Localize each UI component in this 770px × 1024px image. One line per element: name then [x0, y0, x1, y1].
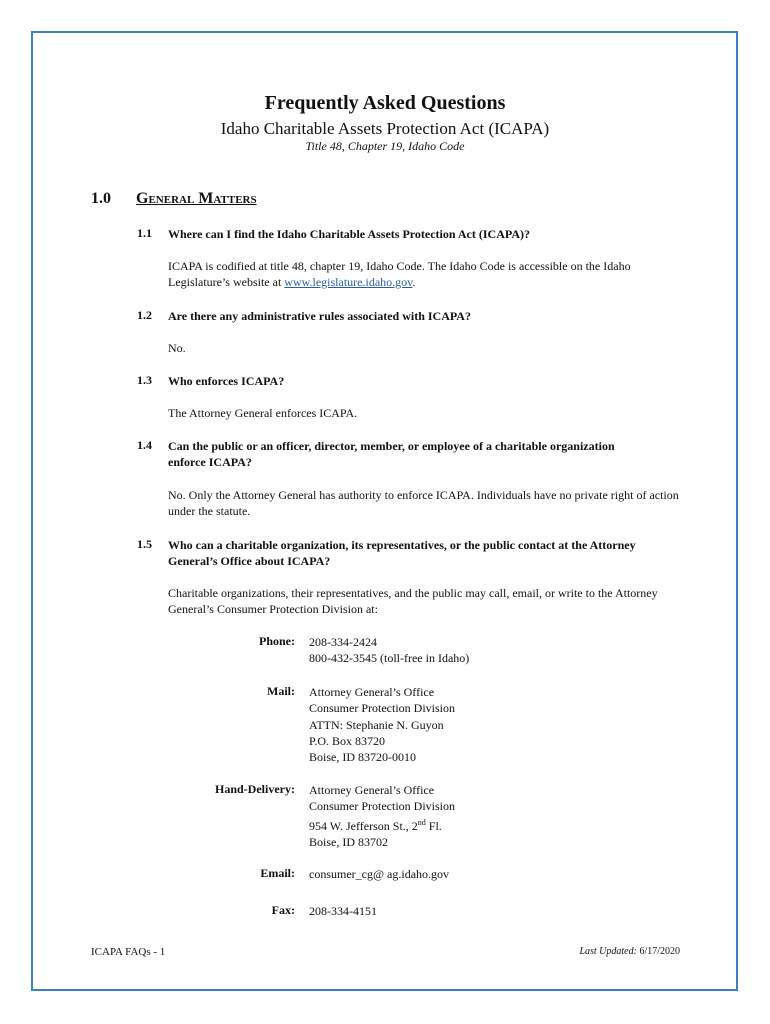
question-text: Where can I find the Idaho Charitable Assets Protection Act (ICAPA)? — [168, 227, 530, 241]
question-number: 1.1 — [137, 226, 152, 240]
question-text: Who can a charitable organization, its representatives, or the public contact at the Attorney General’s Office about ICAPA? — [168, 538, 636, 568]
answer-text-part: ICAPA is codified at title 48, chapter 19, Idaho Code. The Idaho Code is accessible on the Idaho Legislature’s website at — [168, 259, 631, 289]
mail-address — [309, 684, 455, 765]
question-text: Can the public or an officer, director, member, or employee of a charitable organization enforce ICAPA? — [168, 439, 615, 469]
legislature-link[interactable]: www.legislature.idaho.gov — [284, 275, 413, 289]
address-line: Boise, ID 83720-0010 — [309, 750, 416, 765]
answer-text-part: . — [412, 275, 416, 289]
answer-text: No. Only the Attorney General has authority to enforce ICAPA. Individuals have no private right of action under the statute. — [168, 488, 679, 518]
footer-page-label: ICAPA FAQs - 1 — [91, 946, 166, 958]
code-citation: Title 48, Chapter 19, Idaho Code — [305, 139, 465, 153]
phone-values — [309, 634, 469, 667]
question-number: 1.4 — [137, 438, 152, 452]
email-label: Email: — [260, 866, 295, 880]
address-line: Consumer Protection Division — [309, 701, 455, 716]
address-line: P.O. Box 83720 — [309, 733, 386, 748]
question-text: Who enforces ICAPA? — [168, 374, 285, 388]
address-line: ATTN: Stephanie N. Guyon — [309, 717, 444, 732]
fax-value: 208-334-4151 — [309, 904, 377, 918]
page-title: Frequently Asked Questions — [264, 92, 506, 114]
street-text: 954 W. Jefferson St., 2 — [309, 818, 418, 833]
fax-label: Fax: — [271, 903, 295, 917]
answer-text: Charitable organizations, their representatives, and the public may call, email, or write to the Attorney General’s Consumer Protection Division at: — [168, 586, 658, 616]
page-subtitle: Idaho Charitable Assets Protection Act (ICAPA) — [220, 119, 550, 138]
question-number: 1.3 — [137, 373, 152, 387]
hand-delivery-label: Hand-Delivery: — [215, 782, 295, 796]
phone-label: Phone: — [259, 634, 295, 648]
address-line: Attorney General’s Office — [309, 783, 435, 797]
section-number: 1.0 — [91, 190, 111, 207]
phone-number: 208-334-2424 — [309, 635, 377, 649]
address-line: Attorney General’s Office — [309, 685, 435, 699]
address-line: Consumer Protection Division — [309, 799, 455, 814]
hand-delivery-address — [309, 782, 455, 850]
answer-text — [168, 258, 683, 290]
answer-text: The Attorney General enforces ICAPA. — [168, 406, 358, 420]
section-title: General Matters — [136, 190, 257, 207]
address-line: Boise, ID 83702 — [309, 834, 388, 849]
updated-date: 6/17/2020 — [636, 946, 680, 957]
ordinal-suffix: nd — [417, 817, 426, 827]
updated-label: Last Updated: — [579, 946, 637, 957]
footer-updated — [480, 946, 680, 957]
question-number: 1.5 — [137, 537, 152, 551]
phone-tollfree: 800-432-3545 (toll-free in Idaho) — [309, 651, 470, 666]
question-number: 1.2 — [137, 308, 152, 322]
mail-label: Mail: — [267, 684, 295, 698]
answer-text: No. — [168, 341, 186, 355]
floor-text: Fl. — [425, 818, 442, 833]
question-text: Are there any administrative rules associated with ICAPA? — [168, 309, 471, 323]
street-line — [309, 815, 455, 834]
email-value: consumer_cg@ ag.idaho.gov — [309, 867, 450, 881]
